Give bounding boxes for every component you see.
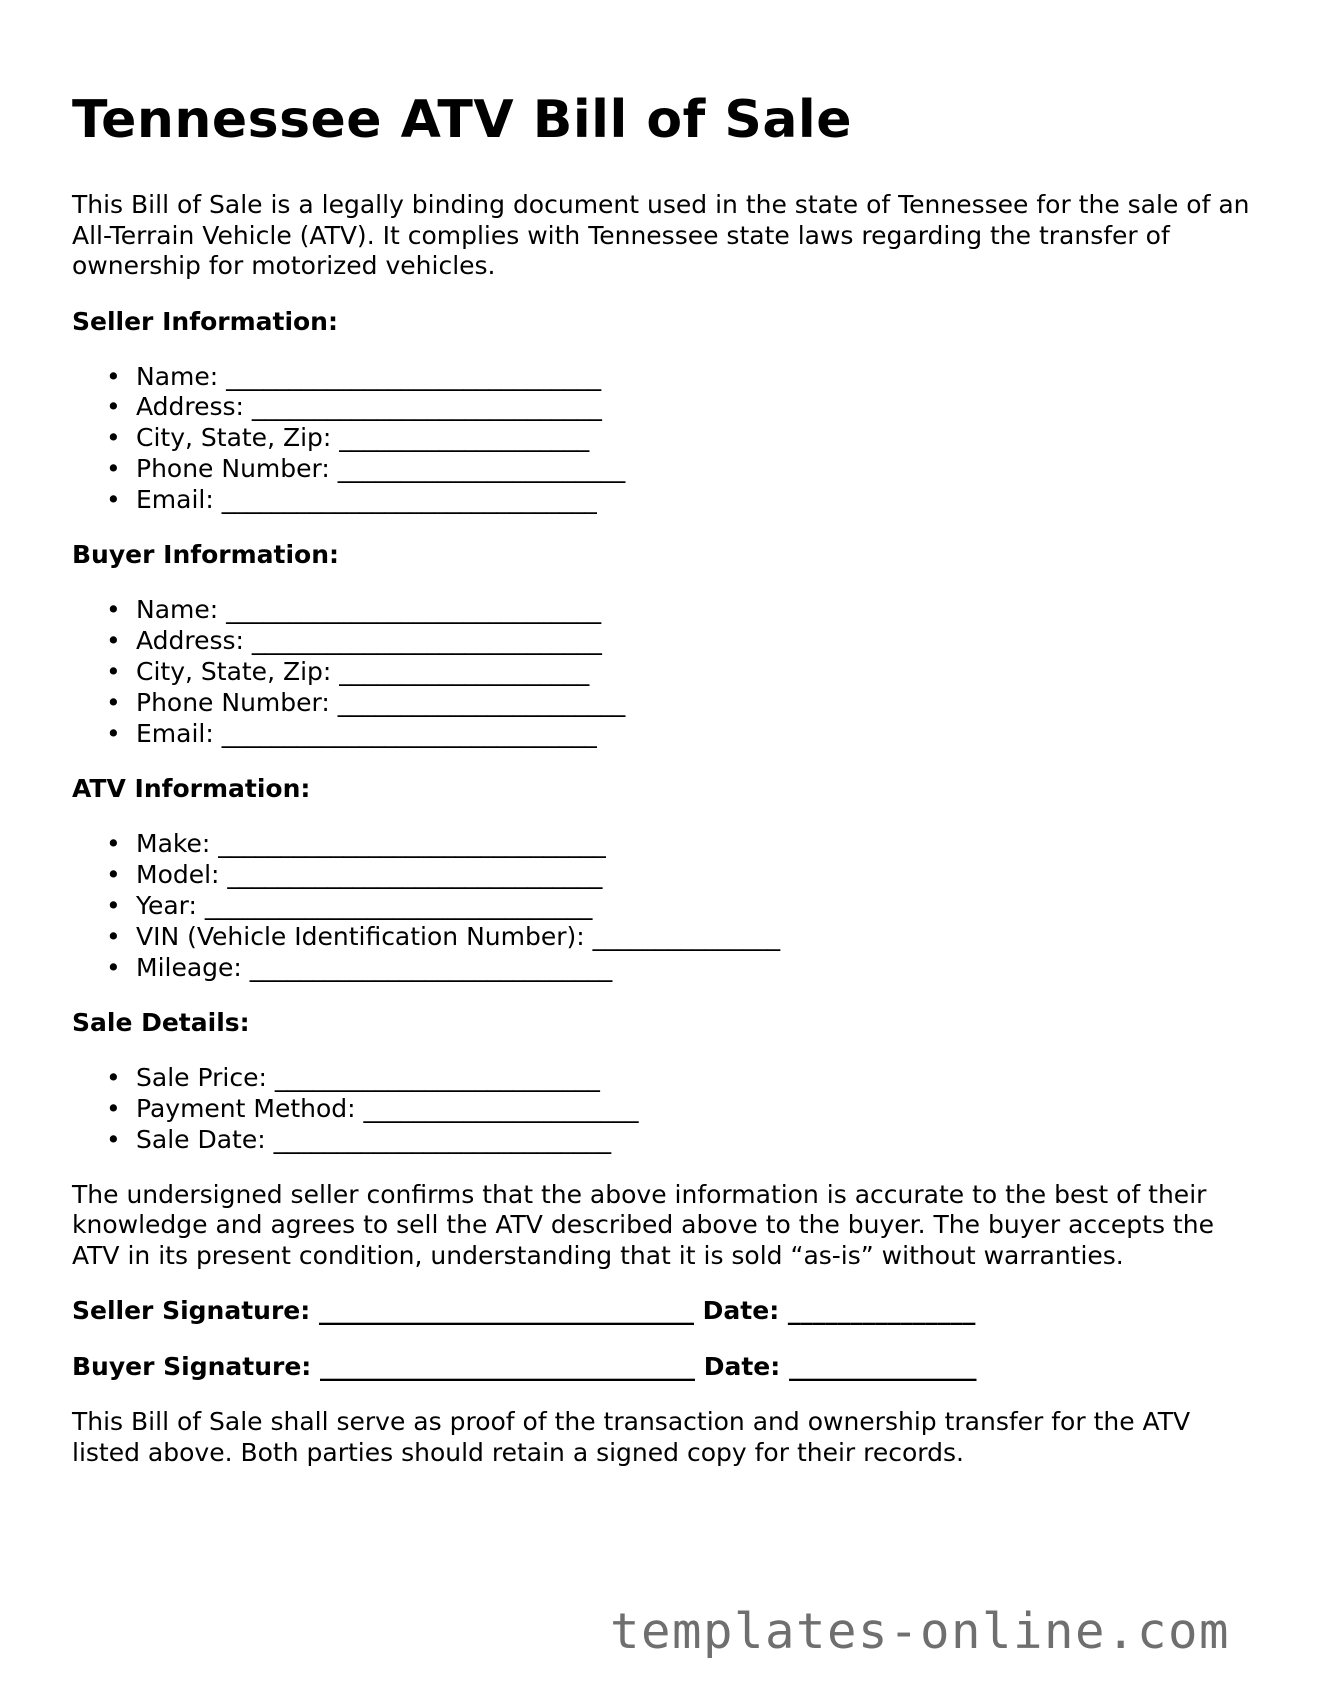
buyer-address-item [106, 626, 1262, 657]
buyer-city-state-zip-item [106, 657, 1262, 688]
watermark: templates-online.com [610, 1603, 1231, 1660]
closing-paragraph: The undersigned seller confirms that the above information is accurate to the best of their knowledge and agrees to sell the ATV described above to the buyer. The buyer accepts the ATV in its present condition, understanding that it is sold “as-is” without warranties. [72, 1179, 1214, 1270]
buyer-name-field: Name: ______________________________ [136, 595, 602, 625]
seller-city-state-zip-field: City, State, Zip: ____________________ [136, 423, 590, 453]
atv-mileage-field: Mileage: _____________________________ [136, 952, 613, 982]
bullet: • [106, 361, 121, 391]
bullet: • [106, 423, 121, 453]
atv-vin-field: VIN (Vehicle Identification Number): _______________ [136, 921, 781, 951]
seller-city-state-zip-item [106, 423, 1262, 454]
buyer-phone-item [106, 687, 1262, 719]
buyer-information-heading: Buyer Information: [72, 540, 340, 570]
payment-method-field: Payment Method: ______________________ [136, 1094, 639, 1124]
bullet: • [106, 595, 121, 625]
seller-information-heading: Seller Information: [72, 306, 338, 336]
bullet: • [106, 687, 121, 717]
buyer-information-list [72, 595, 1262, 749]
atv-model-field: Model: ______________________________ [136, 860, 603, 890]
buyer-email-field: Email: ______________________________ [136, 718, 597, 748]
bullet: • [106, 1063, 121, 1093]
bullet: • [106, 484, 121, 514]
bullet: • [106, 1125, 121, 1155]
bullet: • [106, 891, 121, 921]
sale-price-field: Sale Price: __________________________ [136, 1063, 600, 1093]
buyer-city-state-zip-field: City, State, Zip: ____________________ [136, 657, 590, 687]
seller-information-list [72, 362, 1262, 516]
atv-information-heading: ATV Information: [72, 774, 311, 804]
seller-address-item [106, 392, 1262, 423]
seller-phone-item [106, 453, 1262, 485]
seller-address-field: Address: ____________________________ [136, 392, 602, 422]
sale-date-item [106, 1125, 1262, 1156]
seller-name-field: Name: ______________________________ [136, 361, 602, 391]
sale-details-list [72, 1063, 1262, 1155]
buyer-address-field: Address: ____________________________ [136, 626, 602, 656]
seller-signature-line: Seller Signature: ______________________________ Date: _______________ [72, 1296, 976, 1326]
bullet: • [106, 392, 121, 422]
atv-year-item [106, 891, 1262, 922]
seller-email-item [106, 484, 1262, 516]
atv-vin-item [106, 921, 1262, 953]
document-page [72, 88, 1262, 1468]
bullet: • [106, 921, 121, 951]
atv-information-list [72, 829, 1262, 983]
atv-year-field: Year: _______________________________ [136, 891, 593, 921]
bullet: • [106, 1094, 121, 1124]
sale-date-field: Sale Date: ___________________________ [136, 1125, 612, 1155]
sale-details-heading: Sale Details: [72, 1008, 250, 1038]
atv-make-field: Make: _______________________________ [136, 829, 606, 859]
bullet: • [106, 952, 121, 982]
bullet: • [106, 626, 121, 656]
atv-mileage-item [106, 952, 1262, 984]
buyer-email-item [106, 718, 1262, 750]
bullet: • [106, 860, 121, 890]
page-title: Tennessee ATV Bill of Sale [72, 90, 852, 150]
atv-model-item [106, 860, 1262, 891]
payment-method-item [106, 1094, 1262, 1125]
buyer-name-item [106, 595, 1262, 626]
bullet: • [106, 453, 121, 483]
seller-name-item [106, 361, 1262, 393]
atv-make-item [106, 829, 1262, 860]
bullet: • [106, 657, 121, 687]
sale-price-item [106, 1063, 1262, 1094]
seller-phone-field: Phone Number: _______________________ [136, 453, 626, 483]
bullet: • [106, 829, 121, 859]
buyer-signature-line: Buyer Signature: ______________________________ Date: _______________ [72, 1352, 977, 1382]
intro-paragraph: This Bill of Sale is a legally binding document used in the state of Tennessee for the sale of an All-Terrain Vehicle (ATV). It complies with Tennessee state laws regarding the transfer of ownership for motorized vehicles. [72, 190, 1250, 280]
seller-email-field: Email: ______________________________ [136, 484, 597, 514]
footer-paragraph: This Bill of Sale shall serve as proof of the transaction and ownership transfer for the ATV listed above. Both parties should retain a signed copy for their records. [72, 1407, 1191, 1467]
bullet: • [106, 718, 121, 748]
buyer-phone-field: Phone Number: _______________________ [136, 687, 626, 717]
